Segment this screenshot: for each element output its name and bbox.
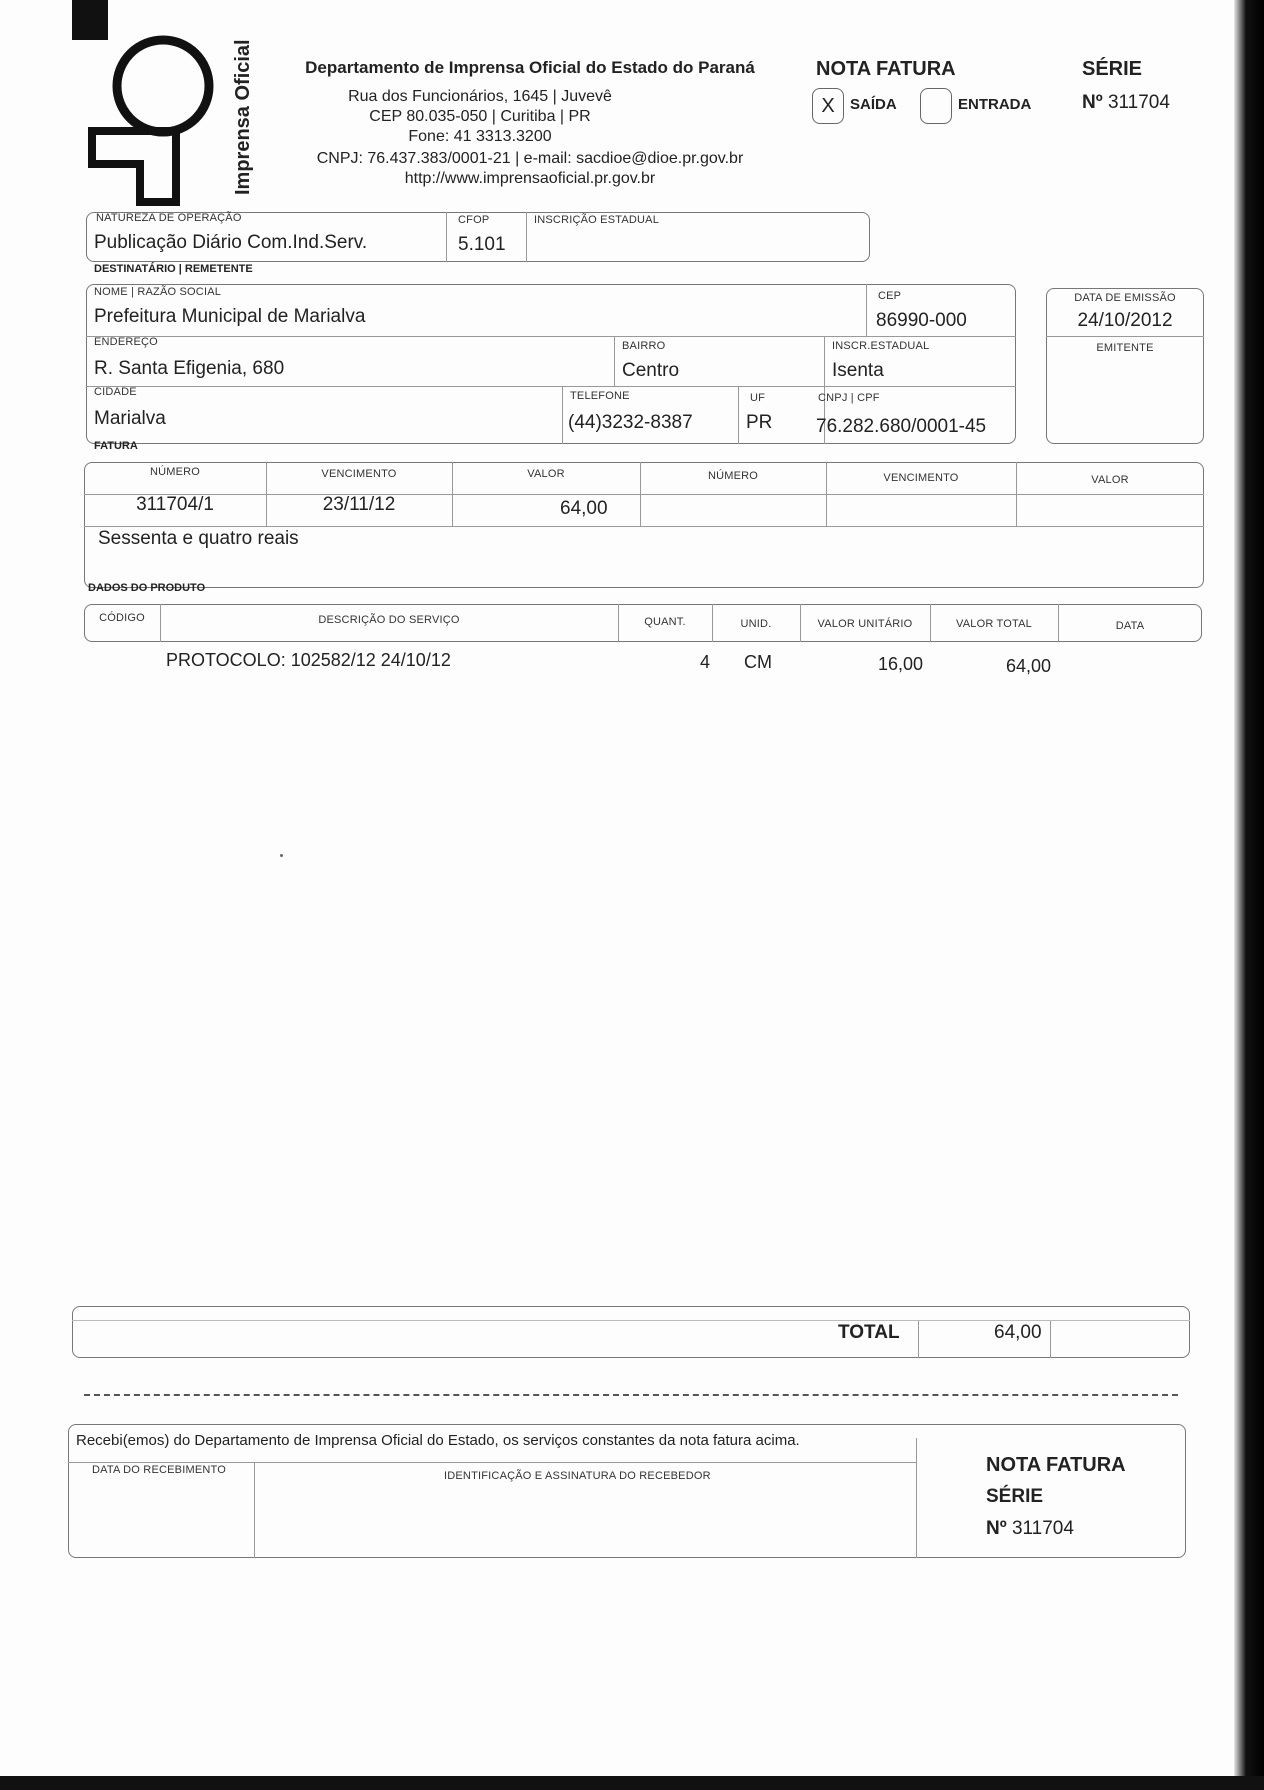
recibo-numero bbox=[986, 1518, 1074, 1540]
produto-header-descricao: DESCRIÇÃO DO SERVIÇO bbox=[318, 614, 460, 626]
produto-section-title: DADOS DO PRODUTO bbox=[88, 582, 206, 594]
fatura-header-vencimento-2: VENCIMENTO bbox=[883, 472, 959, 484]
produto-header-unid: UNID. bbox=[740, 618, 772, 630]
inscr-value: Isenta bbox=[832, 360, 884, 381]
fatura-cell-valor-1: 64,00 bbox=[560, 498, 608, 519]
org-name: Departamento de Imprensa Oficial do Estado do Paraná bbox=[305, 58, 755, 77]
recibo-statement: Recebi(emos) do Departamento de Imprensa Oficial do Estado, os serviços constantes da nota fatura acima. bbox=[76, 1432, 800, 1449]
recibo-data-label: DATA DO RECEBIMENTO bbox=[92, 1464, 226, 1476]
org-phone: Fone: 41 3313.3200 bbox=[408, 128, 552, 145]
recibo-nota-title: NOTA FATURA bbox=[986, 1454, 1126, 1476]
produto-item-valor-total: 64,00 bbox=[1006, 656, 1052, 676]
produto-header-valor-unitario: VALOR UNITÁRIO bbox=[817, 618, 913, 630]
recibo-numero-label: Nº bbox=[986, 1518, 1007, 1539]
produto-item-quant: 4 bbox=[700, 652, 711, 672]
fatura-cell-numero-1: 311704/1 bbox=[136, 494, 214, 515]
cut-line bbox=[84, 1394, 1178, 1396]
numero-label: Nº bbox=[1082, 92, 1103, 113]
imprensa-oficial-logo bbox=[88, 26, 248, 206]
inscricao-label: INSCRIÇÃO ESTADUAL bbox=[534, 214, 660, 226]
produto-header-codigo: CÓDIGO bbox=[99, 612, 145, 624]
numero-value: 311704 bbox=[1107, 92, 1170, 113]
produto-item-valor-unitario: 16,00 bbox=[878, 654, 924, 674]
fatura-header-valor-1: VALOR bbox=[527, 468, 565, 480]
cnpj-label: CNPJ | CPF bbox=[818, 392, 880, 404]
cfop-label: CFOP bbox=[458, 214, 490, 226]
logo-text: Imprensa Oficial bbox=[232, 39, 254, 196]
serie-label: SÉRIE bbox=[1082, 58, 1143, 80]
data-emissao-label: DATA DE EMISSÃO bbox=[1074, 292, 1176, 304]
produto-header-data: DATA bbox=[1115, 620, 1145, 632]
org-address-line2: CEP 80.035-050 | Curitiba | PR bbox=[369, 108, 591, 125]
fatura-section-title: FATURA bbox=[94, 440, 138, 452]
saida-label: SAÍDA bbox=[850, 96, 897, 113]
destinatario-section-title: DESTINATÁRIO | REMETENTE bbox=[94, 263, 253, 275]
total-value: 64,00 bbox=[994, 1322, 1042, 1343]
endereco-value: R. Santa Efigenia, 680 bbox=[94, 358, 285, 379]
cnpj-value: 76.282.680/0001-45 bbox=[816, 416, 987, 437]
produto-header-valor-total: VALOR TOTAL bbox=[956, 618, 1032, 630]
entrada-label: ENTRADA bbox=[958, 96, 1032, 113]
org-cnpj-email: CNPJ: 76.437.383/0001-21 | e-mail: sacdioe@dioe.pr.gov.br bbox=[316, 150, 744, 167]
serie-numero bbox=[1082, 92, 1170, 114]
cidade-value: Marialva bbox=[94, 408, 166, 429]
inscr-label: INSCR.ESTADUAL bbox=[832, 340, 930, 352]
nome-label: NOME | RAZÃO SOCIAL bbox=[94, 286, 222, 298]
cidade-label: CIDADE bbox=[94, 386, 137, 398]
org-website: http://www.imprensaoficial.pr.gov.br bbox=[404, 170, 656, 187]
natureza-value: Publicação Diário Com.Ind.Serv. bbox=[94, 232, 368, 253]
cep-label: CEP bbox=[878, 290, 902, 302]
fatura-header-numero-2: NÚMERO bbox=[707, 470, 759, 482]
emitente-label: EMITENTE bbox=[1096, 342, 1154, 354]
fatura-header-valor-2: VALOR bbox=[1091, 474, 1129, 486]
org-address-line1: Rua dos Funcionários, 1645 | Juvevê bbox=[348, 88, 612, 105]
produto-header-quant: QUANT. bbox=[644, 616, 686, 628]
doc-type-title: NOTA FATURA bbox=[816, 58, 956, 80]
nome-value: Prefeitura Municipal de Marialva bbox=[94, 306, 366, 327]
produto-item-row bbox=[84, 648, 1202, 678]
produto-item-unid: CM bbox=[744, 652, 772, 672]
produto-item-descricao: PROTOCOLO: 102582/12 24/10/12 bbox=[166, 650, 451, 670]
data-emissao-value: 24/10/2012 bbox=[1077, 310, 1173, 331]
endereco-label: ENDEREÇO bbox=[94, 336, 158, 348]
telefone-label: TELEFONE bbox=[570, 390, 630, 402]
bairro-label: BAIRRO bbox=[622, 340, 666, 352]
total-label: TOTAL bbox=[838, 1322, 900, 1343]
entrada-checkbox bbox=[920, 88, 952, 124]
natureza-label: NATUREZA DE OPERAÇÃO bbox=[96, 212, 242, 224]
recibo-assinatura-label: IDENTIFICAÇÃO E ASSINATURA DO RECEBEDOR bbox=[444, 1470, 711, 1482]
recibo-numero-value: 311704 bbox=[1011, 1518, 1074, 1539]
uf-label: UF bbox=[750, 392, 766, 404]
fatura-header-vencimento-1: VENCIMENTO bbox=[321, 468, 397, 480]
saida-checkbox: X bbox=[812, 88, 844, 124]
cep-value: 86990-000 bbox=[876, 310, 967, 331]
fatura-extenso: Sessenta e quatro reais bbox=[98, 528, 299, 549]
uf-value: PR bbox=[746, 412, 773, 433]
cfop-value: 5.101 bbox=[458, 234, 506, 255]
fatura-cell-vencimento-1: 23/11/12 bbox=[322, 494, 396, 515]
scan-edge-right bbox=[1234, 0, 1264, 1790]
recibo-serie-label: SÉRIE bbox=[986, 1486, 1044, 1507]
fatura-header-numero-1: NÚMERO bbox=[149, 466, 201, 478]
bairro-value: Centro bbox=[622, 360, 680, 381]
scan-edge-bottom bbox=[0, 1776, 1264, 1790]
scan-speck bbox=[280, 854, 283, 857]
telefone-value: (44)3232-8387 bbox=[568, 412, 693, 433]
